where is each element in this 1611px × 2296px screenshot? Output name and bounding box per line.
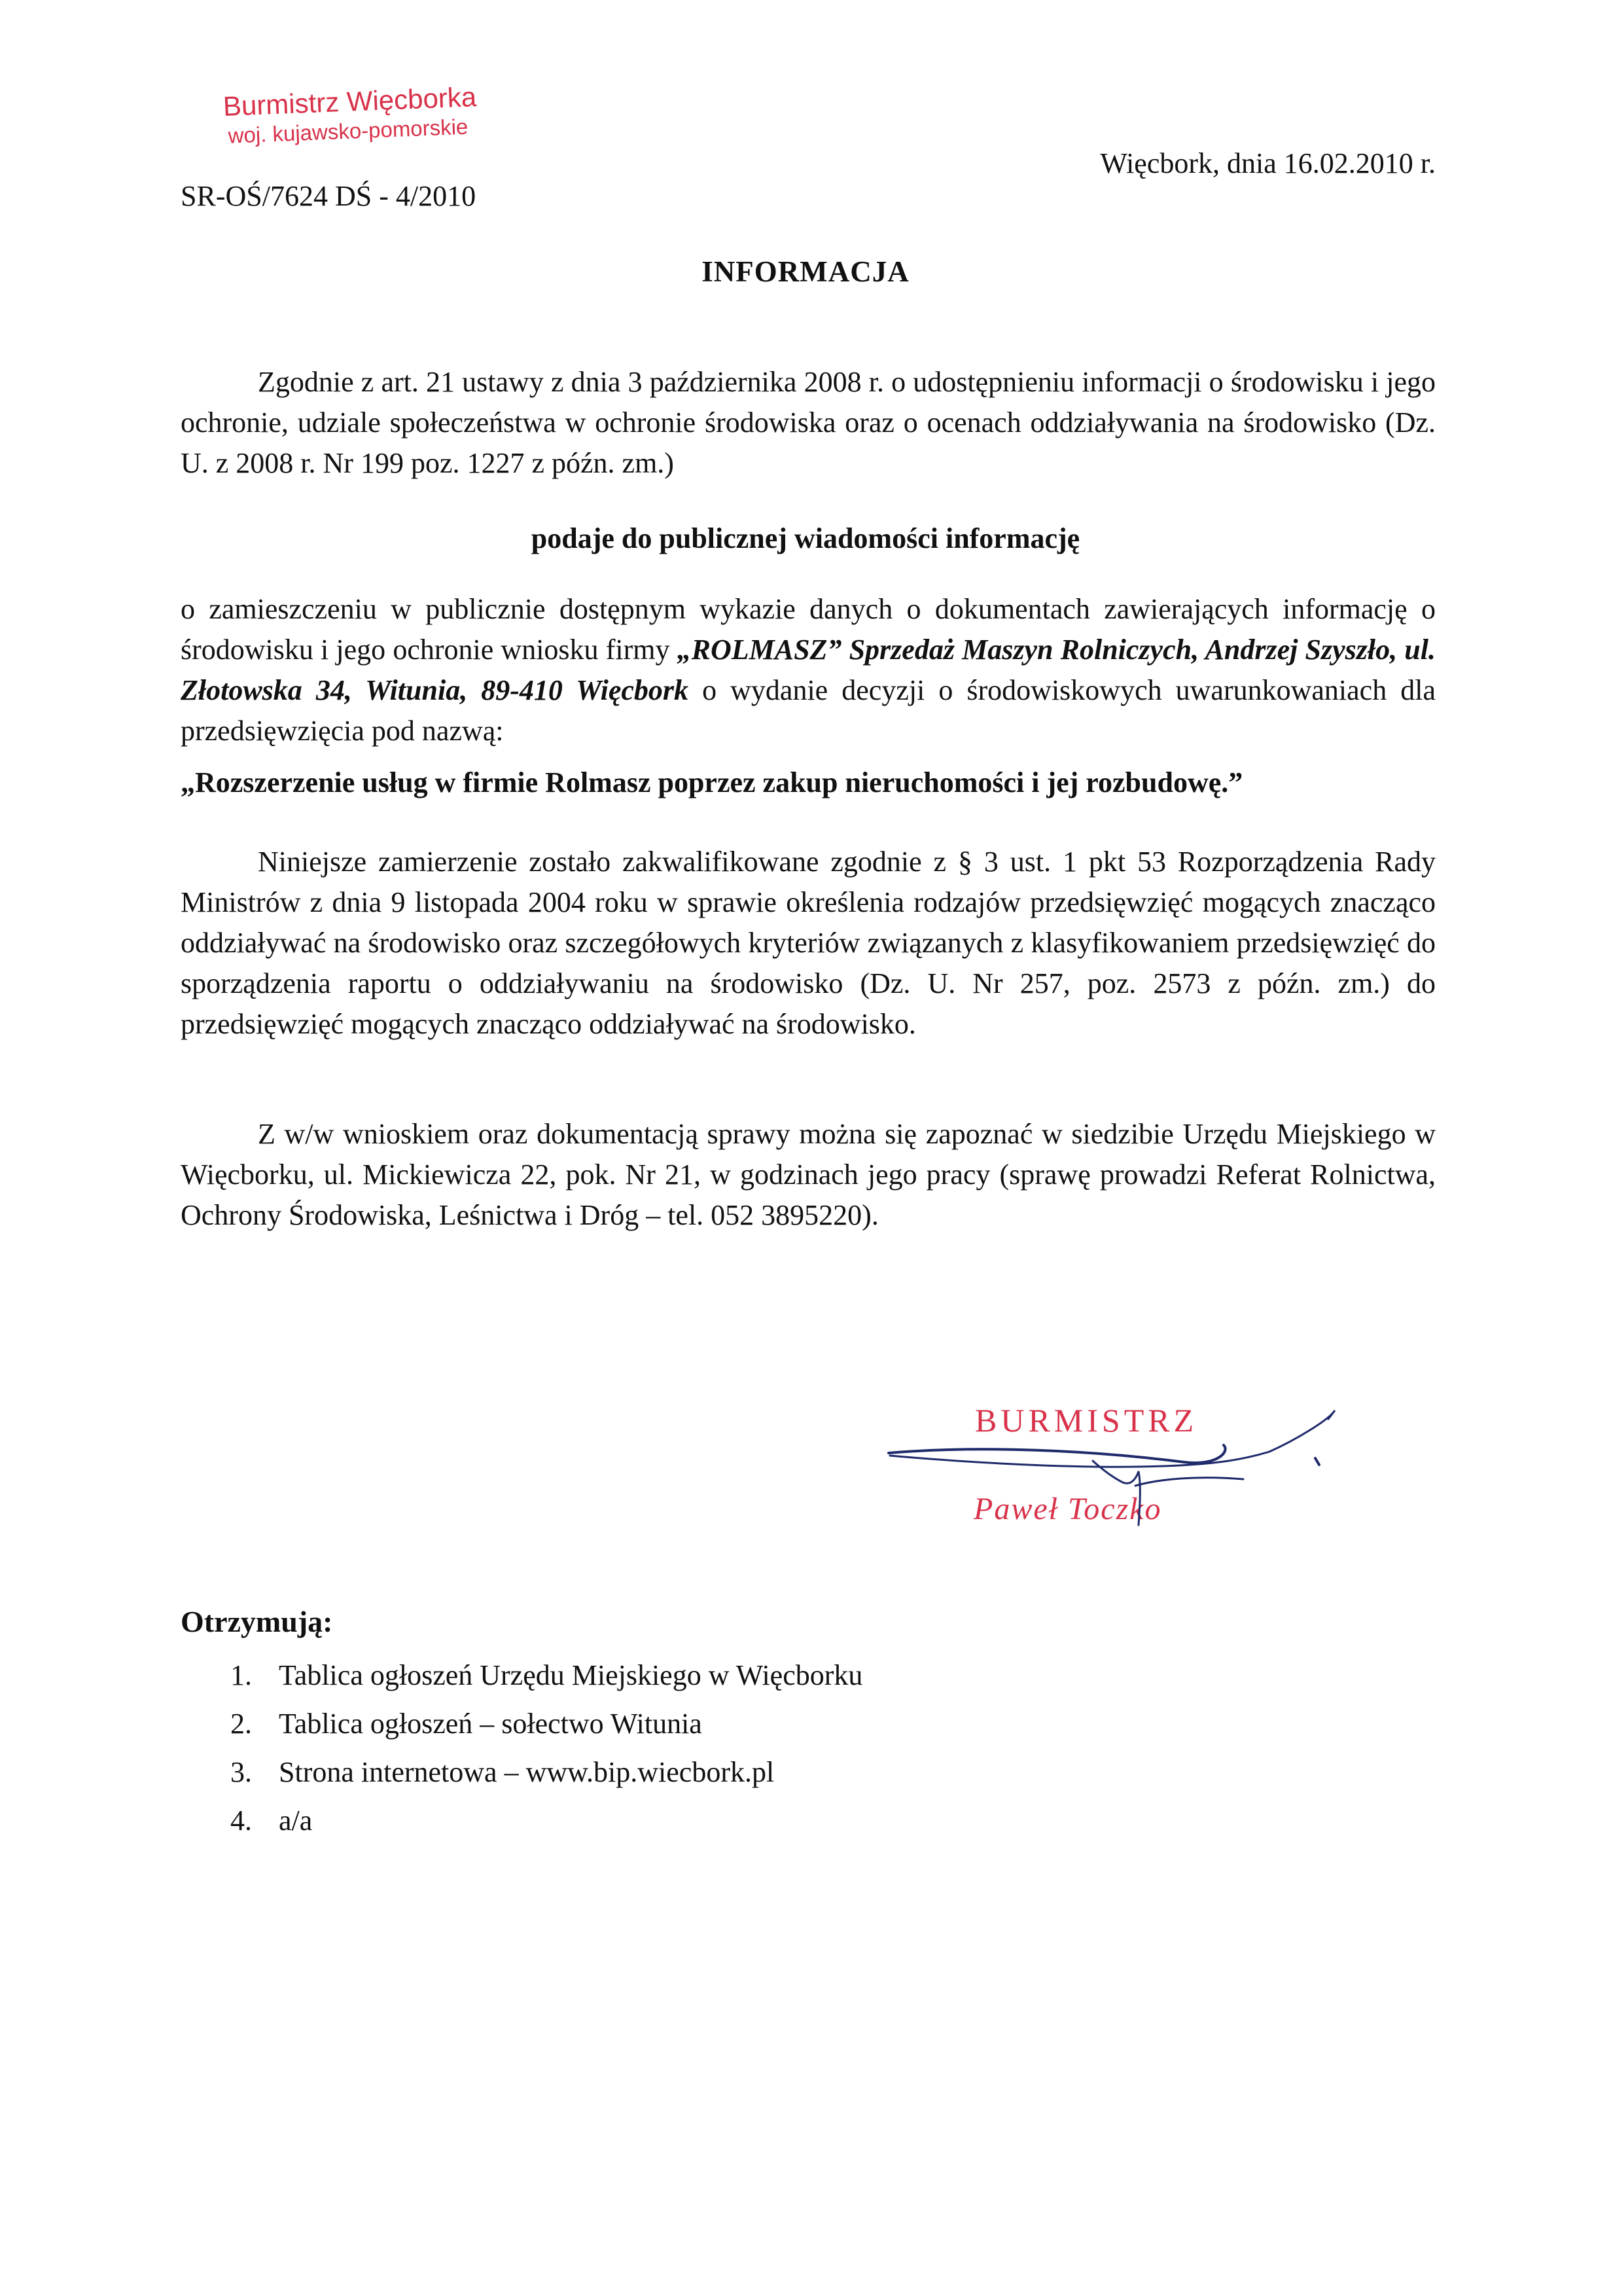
issuer-stamp-title: Burmistrz Więcborka	[222, 81, 477, 122]
issuer-stamp-region: woj. kujawsko-pomorskie	[227, 114, 469, 148]
list-item-number: 2.	[230, 1708, 252, 1740]
list-item-number: 1.	[230, 1659, 252, 1691]
signature-stamp-name: Paweł Toczko	[974, 1492, 1162, 1526]
signature-stamp-title: BURMISTRZ	[975, 1402, 1198, 1439]
place-and-date: Więcbork, dnia 16.02.2010 r.	[1100, 147, 1436, 179]
issuer-stamp	[222, 77, 565, 149]
project-name: „Rozszerzenie usług w firmie Rolmasz poprzez zakup nieruchomości i jej rozbudowę.”	[181, 766, 1243, 798]
info-text-before: o zamieszczeniu w publicznie dostępnym wykazie danych o dokumentach zawierających informację o środowisku i jego ochronie wniosku firmy	[181, 593, 1436, 666]
recipients-list	[181, 1656, 862, 1850]
intro-paragraph	[181, 362, 1436, 484]
info-paragraph	[181, 589, 1436, 751]
list-item	[181, 1753, 862, 1801]
reference-number: SR-OŚ/7624 DŚ - 4/2010	[181, 180, 476, 212]
list-item-text: a/a	[279, 1804, 313, 1837]
list-item-number: 4.	[230, 1804, 252, 1837]
list-item	[181, 1704, 862, 1753]
list-item	[181, 1801, 862, 1850]
announcement-heading: podaje do publicznej wiadomości informację	[531, 522, 1080, 554]
list-item-text: Strona internetowa – www.bip.wiecbork.pl	[279, 1756, 775, 1788]
contact-paragraph	[181, 1114, 1436, 1236]
applicant-name: „ROLMASZ” Sprzedaż Maszyn Rolniczych, Andrzej Szyszło, ul. Złotowska 34, Witunia, 89-410 Więcbork	[181, 634, 1436, 706]
list-item-text: Tablica ogłoszeń – sołectwo Witunia	[279, 1708, 702, 1740]
info-text-after: o wydanie decyzji o środowiskowych uwarunkowaniach dla przedsięwzięcia pod nazwą:	[181, 674, 1436, 747]
list-item-number: 3.	[230, 1756, 252, 1788]
qualification-text: Niniejsze zamierzenie zostało zakwalifikowane zgodnie z § 3 ust. 1 pkt 53 Rozporządzenia Rady Ministrów z dnia 9 listopada 2004 roku w sprawie określenia rodzajów przedsięwzięć mogących znacząco oddziaływać na środowisko oraz szczegółowych kryteriów związanych z klasyfikowaniem przedsięwzięć do sporządzenia raportu o oddziaływaniu na środowisko (Dz. U. Nr 257, poz. 2573 z późn. zm.) do przedsięwzięć mogących znacząco oddziaływać na środowisko.	[181, 846, 1436, 1040]
document-title: INFORMACJA	[701, 255, 910, 288]
contact-text: Z w/w wnioskiem oraz dokumentacją sprawy można się zapoznać w siedzibie Urzędu Miejskiego w Więcborku, ul. Mickiewicza 22, pok. Nr 21, w godzinach jego pracy (sprawę prowadzi Referat Rolnictwa, Ochrony Środowiska, Leśnictwa i Dróg – tel. 052 3895220).	[181, 1118, 1436, 1231]
recipients-heading: Otrzymują:	[181, 1605, 333, 1638]
intro-text: Zgodnie z art. 21 ustawy z dnia 3 października 2008 r. o udostępnieniu informacji o środowisku i jego ochronie, udziale społeczeństwa w ochronie środowiska oraz o ocenach oddziaływania na środowisko (Dz. U. z 2008 r. Nr 199 poz. 1227 z późn. zm.)	[181, 366, 1436, 479]
handwritten-signature	[877, 1388, 1374, 1545]
qualification-paragraph	[181, 842, 1436, 1045]
list-item-text: Tablica ogłoszeń Urzędu Miejskiego w Więcborku	[279, 1659, 863, 1691]
list-item	[181, 1656, 862, 1704]
